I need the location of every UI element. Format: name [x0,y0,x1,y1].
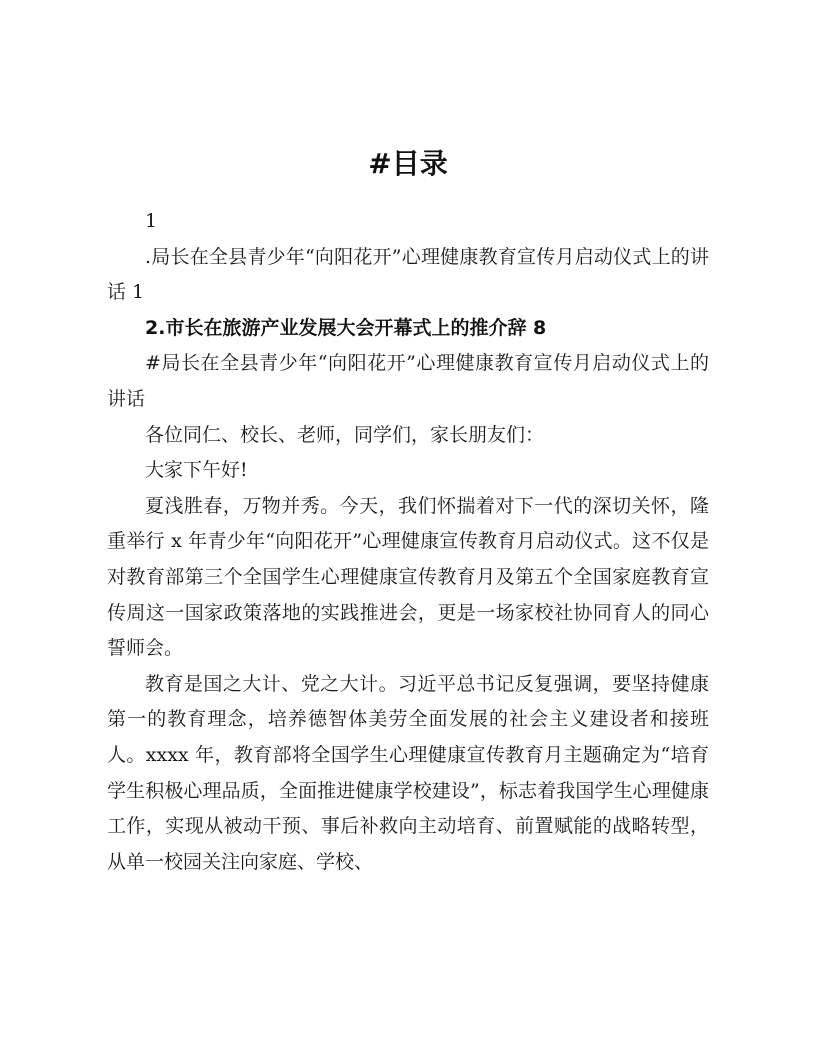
document-body [107,204,709,880]
salutation: 各位同仁、校长、老师，同学们，家长朋友们： [145,423,545,446]
toc-entry-2[interactable]: 2.市长在旅游产业发展大会开幕式上的推介辞 8 [145,316,547,339]
toc-entry-1[interactable]: .局长在全县青少年“向阳花开”心理健康教育宣传月启动仪式上的讲话 1 [107,245,709,304]
body-paragraph-2: 教育是国之大计、党之大计。习近平总书记反复强调，要坚持健康第一的教育理念，培养德智体美劳全面发展的社会主义建设者和接班人。xxxx 年，教育部将全国学生心理健康宣传教育月主题确定为“培育学生积极心理品质，全面推进健康学校建设”，标志着我国学生心理健康工作，实现从被动干预、事后补救向主动培育、前置赋能的战略转型，从单一校园关注向家庭、学校、 [107,672,709,873]
greeting: 大家下午好! [145,459,248,482]
body-paragraph-1: 夏浅胜春，万物并秀。今天，我们怀揣着对下一代的深切关怀，隆重举行 x 年青少年“向阳花开”心理健康宣传教育月启动仪式。这不仅是对教育部第三个全国学生心理健康宣传教育月及第五个全国家庭教育宣传周这一国家政策落地的实践推进会，更是一场家校社协同育人的同心誓师会。 [107,494,709,660]
speech-heading: #局长在全县青少年“向阳花开”心理健康教育宣传月启动仪式上的讲话 [107,352,709,410]
toc-entry-number[interactable]: 1 [145,210,158,232]
page-title: #目录 [368,147,448,180]
